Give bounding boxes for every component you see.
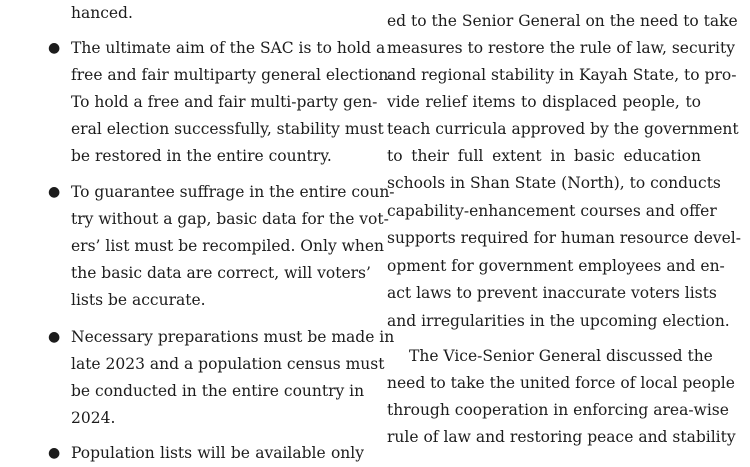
paragraph-line: supports required for human resource devel- (387, 229, 741, 247)
list-item-line: ers’ list must be recompiled. Only when (71, 237, 385, 255)
bullet-icon: ● (48, 445, 61, 461)
paragraph-line: measures to restore the rule of law, security (387, 39, 735, 57)
list-item-line: eral election successfully, stability must (71, 120, 384, 138)
paragraph-line: schools in Shan State (North), to conducts (387, 174, 721, 192)
list-item-line: To hold a free and fair multi-party gen- (71, 93, 378, 111)
lead-line: hanced. (71, 4, 133, 22)
paragraph-line: and regional stability in Kayah State, to pro- (387, 66, 737, 84)
paragraph-line: The Vice-Senior General discussed the (409, 347, 713, 365)
paragraph-line: act laws to prevent inaccurate voters lists (387, 284, 717, 302)
list-item-line: The ultimate aim of the SAC is to hold a (71, 39, 386, 57)
paragraph-line: capability-enhancement courses and offer (387, 202, 717, 220)
paragraph-line: rule of law and restoring peace and stability (387, 428, 736, 446)
list-item-line: 2024. (71, 409, 116, 427)
list-item-line: lists be accurate. (71, 291, 206, 309)
paragraph-line: teach curricula approved by the government (387, 120, 739, 138)
list-item-line: To guarantee suffrage in the entire coun- (71, 183, 395, 201)
bullet-icon: ● (48, 184, 61, 200)
list-item-line: be restored in the entire country. (71, 147, 332, 165)
paragraph-line: to their full extent in basic education (387, 147, 701, 165)
list-item-line: free and fair multiparty general election. (71, 66, 394, 84)
paragraph-line: opment for government employees and en- (387, 257, 725, 275)
list-item-line: late 2023 and a population census must (71, 355, 385, 373)
paragraph-line: need to take the united force of local people (387, 374, 735, 392)
list-item-line: Population lists will be available only (71, 444, 364, 462)
list-item-line: be conducted in the entire country in (71, 382, 365, 400)
list-item-line: Necessary preparations must be made in (71, 328, 395, 346)
list-item-line: the basic data are correct, will voters’ (71, 264, 371, 282)
bullet-icon: ● (48, 40, 61, 56)
paragraph-line: and irregularities in the upcoming election. (387, 312, 730, 330)
list-item-line: try without a gap, basic data for the vot- (71, 210, 389, 228)
bullet-icon: ● (48, 329, 61, 345)
paragraph-line: vide relief items to displaced people, to (387, 93, 701, 111)
paragraph-line: ed to the Senior General on the need to take (387, 12, 738, 30)
paragraph-line: through cooperation in enforcing area-wise (387, 401, 729, 419)
